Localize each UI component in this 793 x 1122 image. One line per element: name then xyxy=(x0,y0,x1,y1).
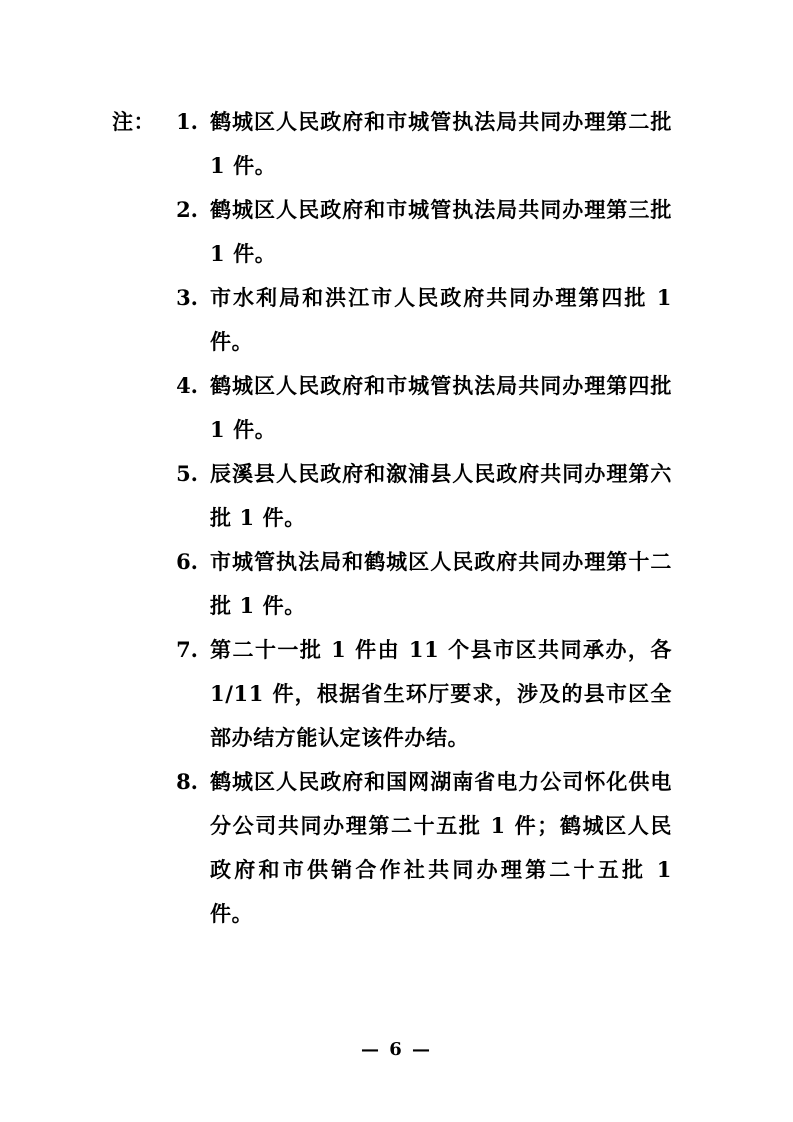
page-number: — 6 — xyxy=(360,1039,433,1060)
list-item-number: 2. xyxy=(176,197,198,222)
list-item-text: 鹤城区人民政府和市城管执法局共同办理第三批 1 件。 xyxy=(210,197,672,266)
note-list xyxy=(170,100,672,936)
list-item xyxy=(170,760,672,936)
list-item xyxy=(170,452,672,540)
page-footer xyxy=(0,1039,793,1060)
list-item-number: 4. xyxy=(176,373,198,398)
note-row xyxy=(112,100,672,936)
note-label: 注： xyxy=(112,109,155,134)
list-item-number: 1. xyxy=(176,109,198,134)
list-item xyxy=(170,540,672,628)
list-item-text: 市水利局和洪江市人民政府共同办理第四批 1 件。 xyxy=(210,285,672,354)
list-item-number: 8. xyxy=(176,769,198,794)
list-item xyxy=(170,276,672,364)
list-item-text: 鹤城区人民政府和国网湖南省电力公司怀化供电分公司共同办理第二十五批 1 件；鹤城区人民政府和市供销合作社共同办理第二十五批 1 件。 xyxy=(210,769,672,926)
list-item-number: 5. xyxy=(176,461,198,486)
list-item-number: 7. xyxy=(176,637,198,662)
note-block xyxy=(112,100,672,938)
list-item-text: 鹤城区人民政府和市城管执法局共同办理第四批 1 件。 xyxy=(210,373,672,442)
list-item-text: 鹤城区人民政府和市城管执法局共同办理第二批 1 件。 xyxy=(210,109,672,178)
list-item xyxy=(170,188,672,276)
list-item-text: 第二十一批 1 件由 11 个县市区共同承办，各 1/11 件，根据省生环厅要求，涉及的县市区全部办结方能认定该件办结。 xyxy=(210,637,672,750)
list-item-text: 市城管执法局和鹤城区人民政府共同办理第十二批 1 件。 xyxy=(210,549,672,618)
list-item xyxy=(170,364,672,452)
list-item-number: 3. xyxy=(176,285,198,310)
list-item-number: 6. xyxy=(176,549,198,574)
list-item xyxy=(170,628,672,760)
list-item xyxy=(170,100,672,188)
list-item-text: 辰溪县人民政府和溆浦县人民政府共同办理第六批 1 件。 xyxy=(210,461,672,530)
